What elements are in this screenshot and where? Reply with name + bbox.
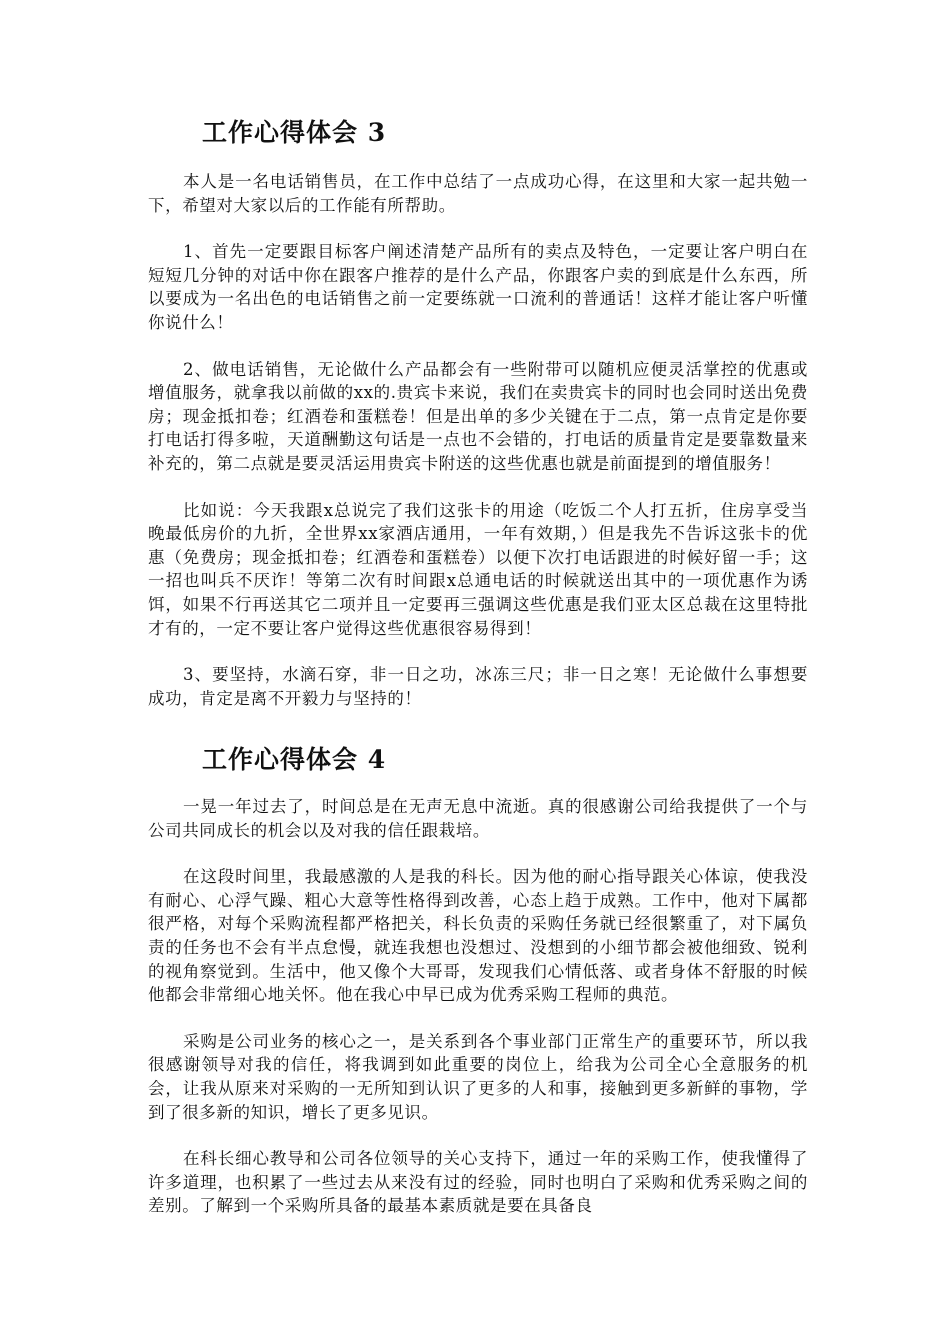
section-work-experience-4 [0,741,950,1218]
paragraph: 采购是公司业务的核心之一，是关系到各个事业部门正常生产的重要环节，所以我很感谢领导对我的信任，将我调到如此重要的岗位上，给我为公司全心全意服务的机会，让我从原来对采购的一无所知到认识了更多的人和事，接触到更多新鲜的事物，学到了很多新的知识，增长了更多见识。 [148,1031,808,1122]
paragraph: 本人是一名电话销售员，在工作中总结了一点成功心得，在这里和大家一起共勉一下，希望对大家以后的工作能有所帮助。 [148,172,808,215]
paragraph: 1、首先一定要跟目标客户阐述清楚产品所有的卖点及特色，一定要让客户明白在短短几分钟的对话中你在跟客户推荐的是什么产品，你跟客户卖的到底是什么东西，所以要成为一名出色的电话销售之前一定要练就一口流利的普通话！这样才能让客户听懂你说什么！ [148,242,808,332]
paragraph: 3、要坚持，水滴石穿，非一日之功，冰冻三尺；非一日之寒！无论做什么事想要成功，肯定是离不开毅力与坚持的！ [148,665,808,708]
section-title: 工作心得体会 4 [202,745,387,774]
paragraph: 在这段时间里，我最感激的人是我的科长。因为他的耐心指导跟关心体谅，使我没有耐心、心浮气躁、粗心大意等性格得到改善，心态上趋于成熟。工作中，他对下属都很严格，对每个采购流程都严格把关，科长负责的采购任务就已经很繁重了，对下属负责的任务也不会有半点怠慢，就连我想也没想过、没想到的小细节都会被他细致、锐利的视角察觉到。生活中，他又像个大哥哥，发现我们心情低落、或者身体不舒服的时候他都会非常细心地关怀。他在我心中早已成为优秀采购工程师的典范。 [148,867,808,1005]
paragraph: 比如说：今天我跟x总说完了我们这张卡的用途（吃饭二个人打五折，住房享受当晚最低房价的九折，全世界xx家酒店通用，一年有效期，）但是我先不告诉这张卡的优惠（免费房；现金抵扣卷；红酒卷和蛋糕卷）以便下次打电话跟进的时候好留一手；这一招也叫兵不厌诈！等第二次有时间跟x总通电话的时候就送出其中的一项优惠作为诱饵，如果不行再送其它二项并且一定要再三强调这些优惠是我们亚太区总裁在这里特批才有的，一定不要让客户觉得这些优惠很容易得到！ [148,500,808,638]
section-title: 工作心得体会 3 [202,118,387,147]
paragraph: 2、做电话销售，无论做什么产品都会有一些附带可以随机应便灵活掌控的优惠或增值服务，就拿我以前做的xx的.贵宾卡来说，我们在卖贵宾卡的同时也会同时送出免费房；现金抵扣卷；红酒卷和蛋糕卷！但是出单的多少关键在于二点，第一点肯定是你要打电话打得多啦，天道酬勤这句话是一点也不会错的，打电话的质量肯定是要靠数量来补充的，第二点就是要灵活运用贵宾卡附送的这些优惠也就是前面提到的增值服务！ [148,359,808,473]
paragraph: 在科长细心教导和公司各位领导的关心支持下，通过一年的采购工作，使我懂得了许多道理，也积累了一些过去从来没有过的经验，同时也明白了采购和优秀采购之间的差别。了解到一个采购所具备的最基本素质就是要在具备良 [148,1149,808,1216]
section-work-experience-3 [0,114,950,710]
paragraph: 一晃一年过去了，时间总是在无声无息中流逝。真的很感谢公司给我提供了一个与公司共同成长的机会以及对我的信任跟栽培。 [148,797,808,840]
